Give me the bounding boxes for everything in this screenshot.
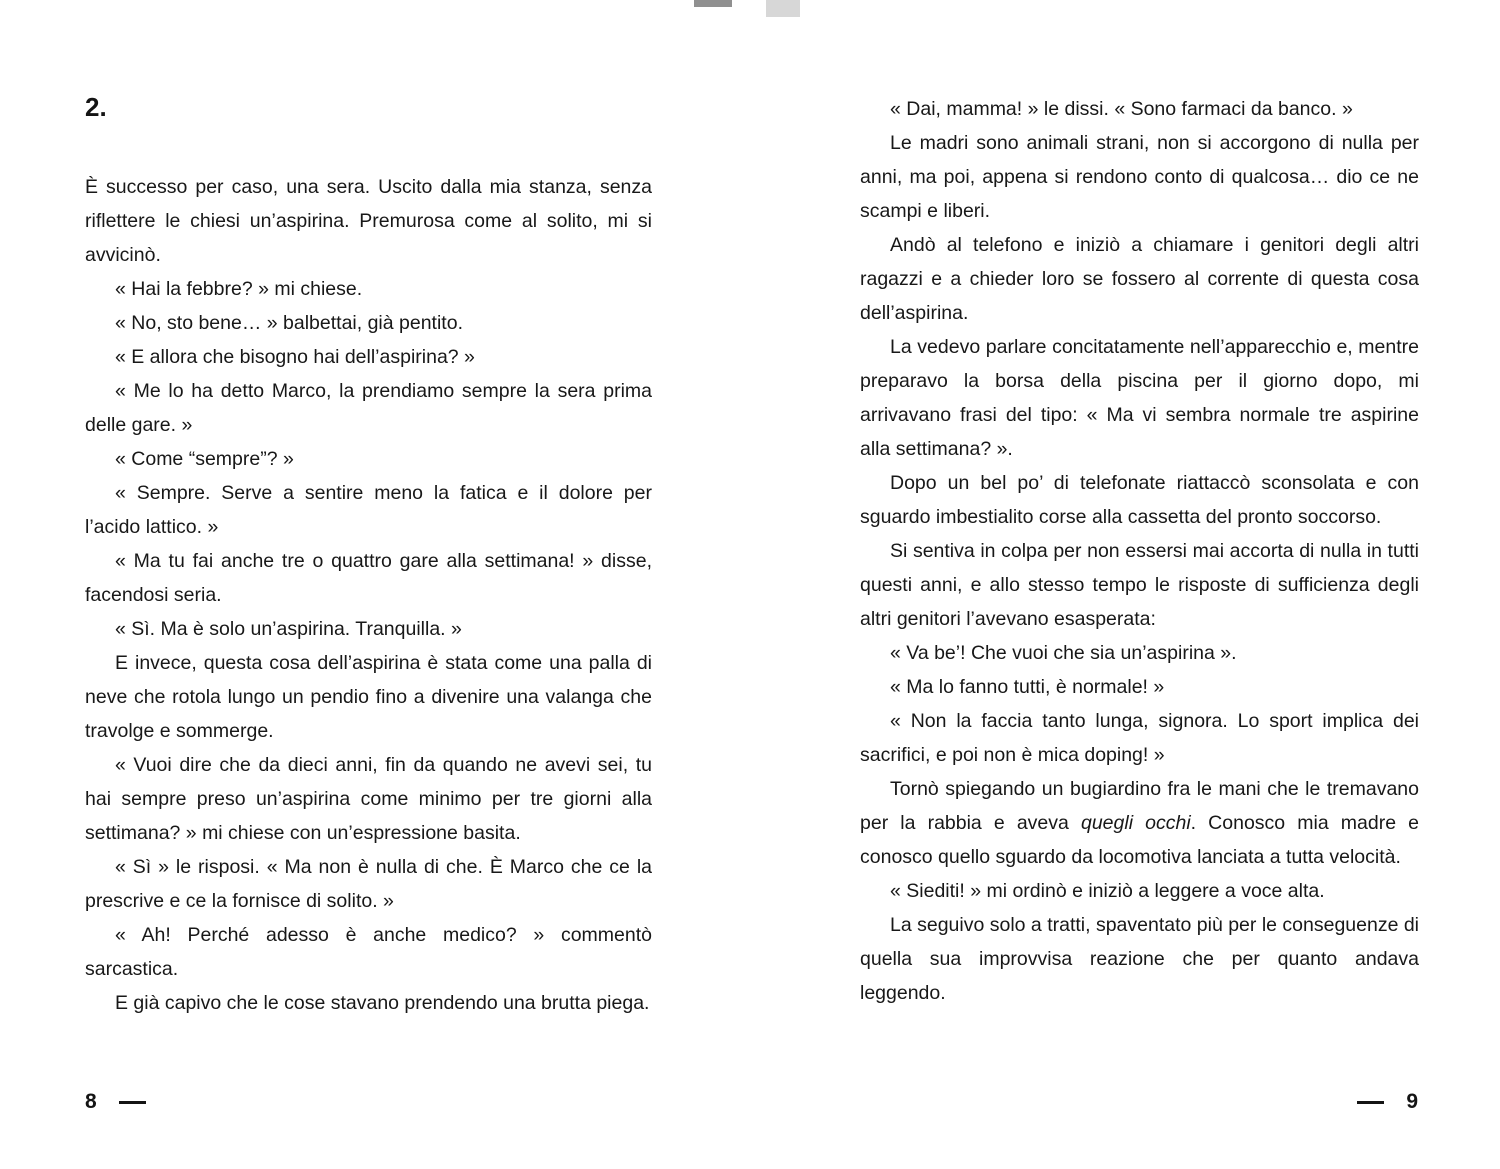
text-run: « Dai, mamma! » le dissi. « Sono farmaci da banco. » [890, 98, 1353, 120]
text-run: « E allora che bisogno hai dell’aspirina? » [115, 346, 475, 368]
text-run: « Siediti! » mi ordinò e iniziò a leggere a voce alta. [890, 880, 1325, 902]
text-run: E invece, questa cosa dell’aspirina è stata come una palla di neve che rotola lungo un pendio fino a divenire una valanga che travolge e sommerge. [85, 652, 652, 742]
right-page [860, 92, 1419, 1010]
text-run: « Come “sempre”? » [115, 448, 294, 470]
paragraph [85, 272, 652, 306]
paragraph [860, 874, 1419, 908]
left-folio [85, 1090, 146, 1114]
text-run: Si sentiva in colpa per non essersi mai accorta di nulla in tutti questi anni, e allo stesso tempo le risposte di sufficienza degli altri genitori l’avevano esasperata: [860, 540, 1419, 630]
right-folio [1357, 1090, 1418, 1114]
text-run: È successo per caso, una sera. Uscito dalla mia stanza, senza riflettere le chiesi un’aspirina. Premurosa come al solito, mi si avvicinò. [85, 176, 652, 266]
text-run: « Vuoi dire che da dieci anni, fin da quando ne avevi sei, tu hai sempre preso un’aspirina come minimo per tre giorni alla settimana? » mi chiese con un’espressione basita. [85, 754, 652, 844]
paragraph [860, 704, 1419, 772]
text-run: La seguivo solo a tratti, spaventato più per le conseguenze di quella sua improvvisa reazione che per quanto andava leggendo. [860, 914, 1420, 1004]
text-run: La vedevo parlare concitatamente nell’apparecchio e, mentre preparavo la borsa della piscina per il giorno dopo, mi arrivavano frasi del tipo: « Ma vi sembra normale tre aspirine alla settimana? ». [860, 336, 1419, 460]
right-page-body [860, 92, 1419, 1010]
paragraph [860, 636, 1419, 670]
scan-mark-dark [694, 0, 732, 7]
scan-mark-light [766, 0, 800, 17]
paragraph [85, 612, 652, 646]
chapter-heading: 2. [85, 92, 107, 122]
text-run: Andò al telefono e iniziò a chiamare i genitori degli altri ragazzi e a chieder loro se fossero al corrente di questa cosa dell’aspirina. [860, 234, 1419, 324]
footer-dash-right-icon [1357, 1101, 1384, 1104]
text-run: « Sì. Ma è solo un’aspirina. Tranquilla. » [115, 618, 462, 640]
text-run: « Sì » le risposi. « Ma non è nulla di che. È Marco che ce la prescrive e ce la fornisce di solito. » [85, 856, 652, 912]
paragraph [860, 92, 1419, 126]
paragraph [860, 126, 1419, 228]
paragraph [860, 670, 1419, 704]
text-run: « Non la faccia tanto lunga, signora. Lo sport implica dei sacrifici, e poi non è mica doping! » [860, 710, 1419, 766]
left-page [85, 92, 652, 1020]
text-run: Dopo un bel po’ di telefonate riattaccò sconsolata e con sguardo imbestialito corse alla cassetta del pronto soccorso. [860, 472, 1419, 528]
text-run: « Ma lo fanno tutti, è normale! » [890, 676, 1165, 698]
paragraph [860, 908, 1419, 1010]
footer-dash-left-icon [119, 1101, 146, 1104]
paragraph [85, 374, 652, 442]
text-run: E già capivo che le cose stavano prendendo una brutta piega. [115, 992, 650, 1014]
paragraph [85, 544, 652, 612]
paragraph [85, 748, 652, 850]
paragraph [85, 646, 652, 748]
italic-phrase: quegli occhi [1080, 812, 1191, 834]
paragraph [85, 442, 652, 476]
paragraph [85, 850, 652, 918]
text-run: « Ma tu fai anche tre o quattro gare alla settimana! » disse, facendosi seria. [85, 550, 652, 606]
paragraph [860, 466, 1419, 534]
paragraph [85, 170, 652, 272]
text-run: Tornò spiegando un bugiardino fra le mani che le tremavano per la rabbia e aveva [860, 778, 1419, 834]
page-number-left: 8 [85, 1090, 97, 1113]
paragraph [860, 772, 1419, 874]
paragraph [860, 330, 1419, 466]
text-run: « No, sto bene… » balbettai, già pentito. [115, 312, 463, 334]
text-run: « Sempre. Serve a sentire meno la fatica e il dolore per l’acido lattico. » [85, 482, 652, 538]
paragraph [85, 340, 652, 374]
paragraph [85, 918, 652, 986]
text-run: « Me lo ha detto Marco, la prendiamo sempre la sera prima delle gare. » [85, 380, 652, 436]
paragraph [85, 986, 652, 1020]
text-run: « Va be’! Che vuoi che sia un’aspirina ». [890, 642, 1237, 664]
text-run: Le madri sono animali strani, non si accorgono di nulla per anni, ma poi, appena si rendono conto di qualcosa… dio ce ne scampi e liberi. [860, 132, 1419, 222]
paragraph [85, 306, 652, 340]
paragraph [860, 228, 1419, 330]
left-page-body [85, 170, 652, 1020]
text-run: « Ah! Perché adesso è anche medico? » commentò sarcastica. [85, 924, 652, 980]
text-run: « Hai la febbre? » mi chiese. [115, 278, 363, 300]
paragraph [860, 534, 1419, 636]
page-number-right: 9 [1406, 1090, 1418, 1113]
text-run: . Conosco mia madre e conosco quello sguardo da locomotiva lanciata a tutta velocità. [860, 812, 1419, 868]
paragraph [85, 476, 652, 544]
